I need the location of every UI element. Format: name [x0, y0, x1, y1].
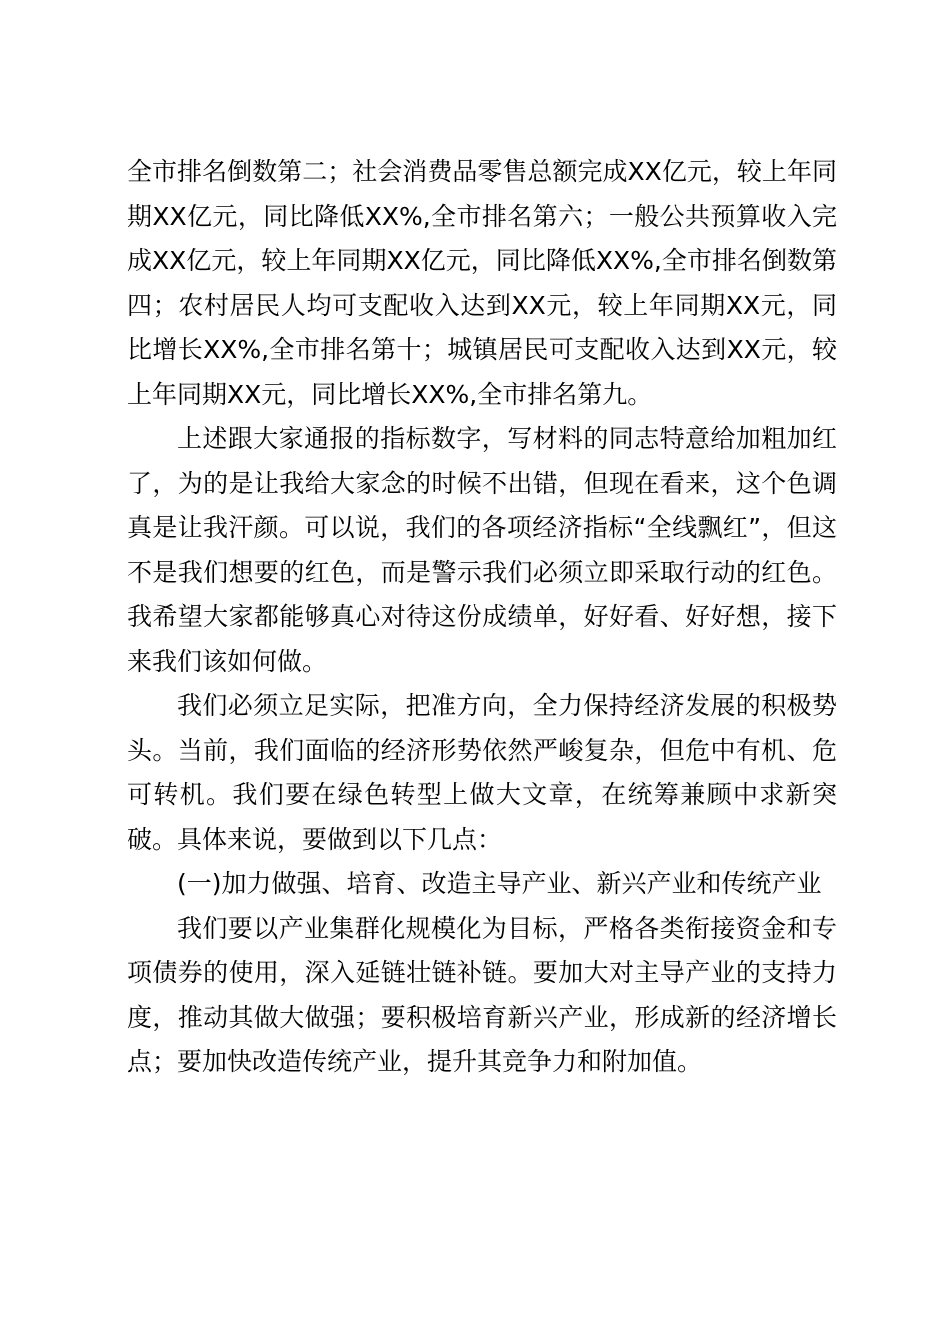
paragraph-economic-indicators: 全市排名倒数第二；社会消费品零售总额完成XX亿元，较上年同期XX亿元，同比降低XX%,全市排名第六；一般公共预算收入完成XX亿元，较上年同期XX亿元，同比降低XX%,全市排名倒数第四；农村居民人均可支配收入达到XX元，较上年同期XX元，同比增长XX%,全市排名第十；城镇居民可支配收入达到XX元，较上年同期XX元，同比增长XX%,全市排名第九。 — [127, 157, 837, 409]
section-heading: (一)加力做强、培育、改造主导产业、新兴产业和传统产业 — [177, 869, 822, 898]
paragraph-industry: 我们要以产业集群化规模化为目标，严格各类衔接资金和专项债券的使用，深入延链壮链补链。要加大对主导产业的支持力度，推动其做大做强；要积极培育新兴产业，形成新的经济增长点；要加快改造传统产业，提升其竞争力和附加值。 — [127, 913, 837, 1076]
document-body — [127, 150, 837, 1085]
paragraph-direction: 我们必须立足实际，把准方向，全力保持经济发展的积极势头。当前，我们面临的经济形势依然严峻复杂，但危中有机、危可转机。我们要在绿色转型上做大文章，在统筹兼顾中求新突破。具体来说，要做到以下几点： — [127, 691, 837, 854]
paragraph-red-indicators: 上述跟大家通报的指标数字，写材料的同志特意给加粗加红了，为的是让我给大家念的时候不出错，但现在看来，这个色调真是让我汗颜。可以说，我们的各项经济指标“全线飘红”，但这不是我们想要的红色，而是警示我们必须立即采取行动的红色。我希望大家都能够真心对待这份成绩单，好好看、好好想，接下来我们该如何做。 — [127, 424, 837, 676]
